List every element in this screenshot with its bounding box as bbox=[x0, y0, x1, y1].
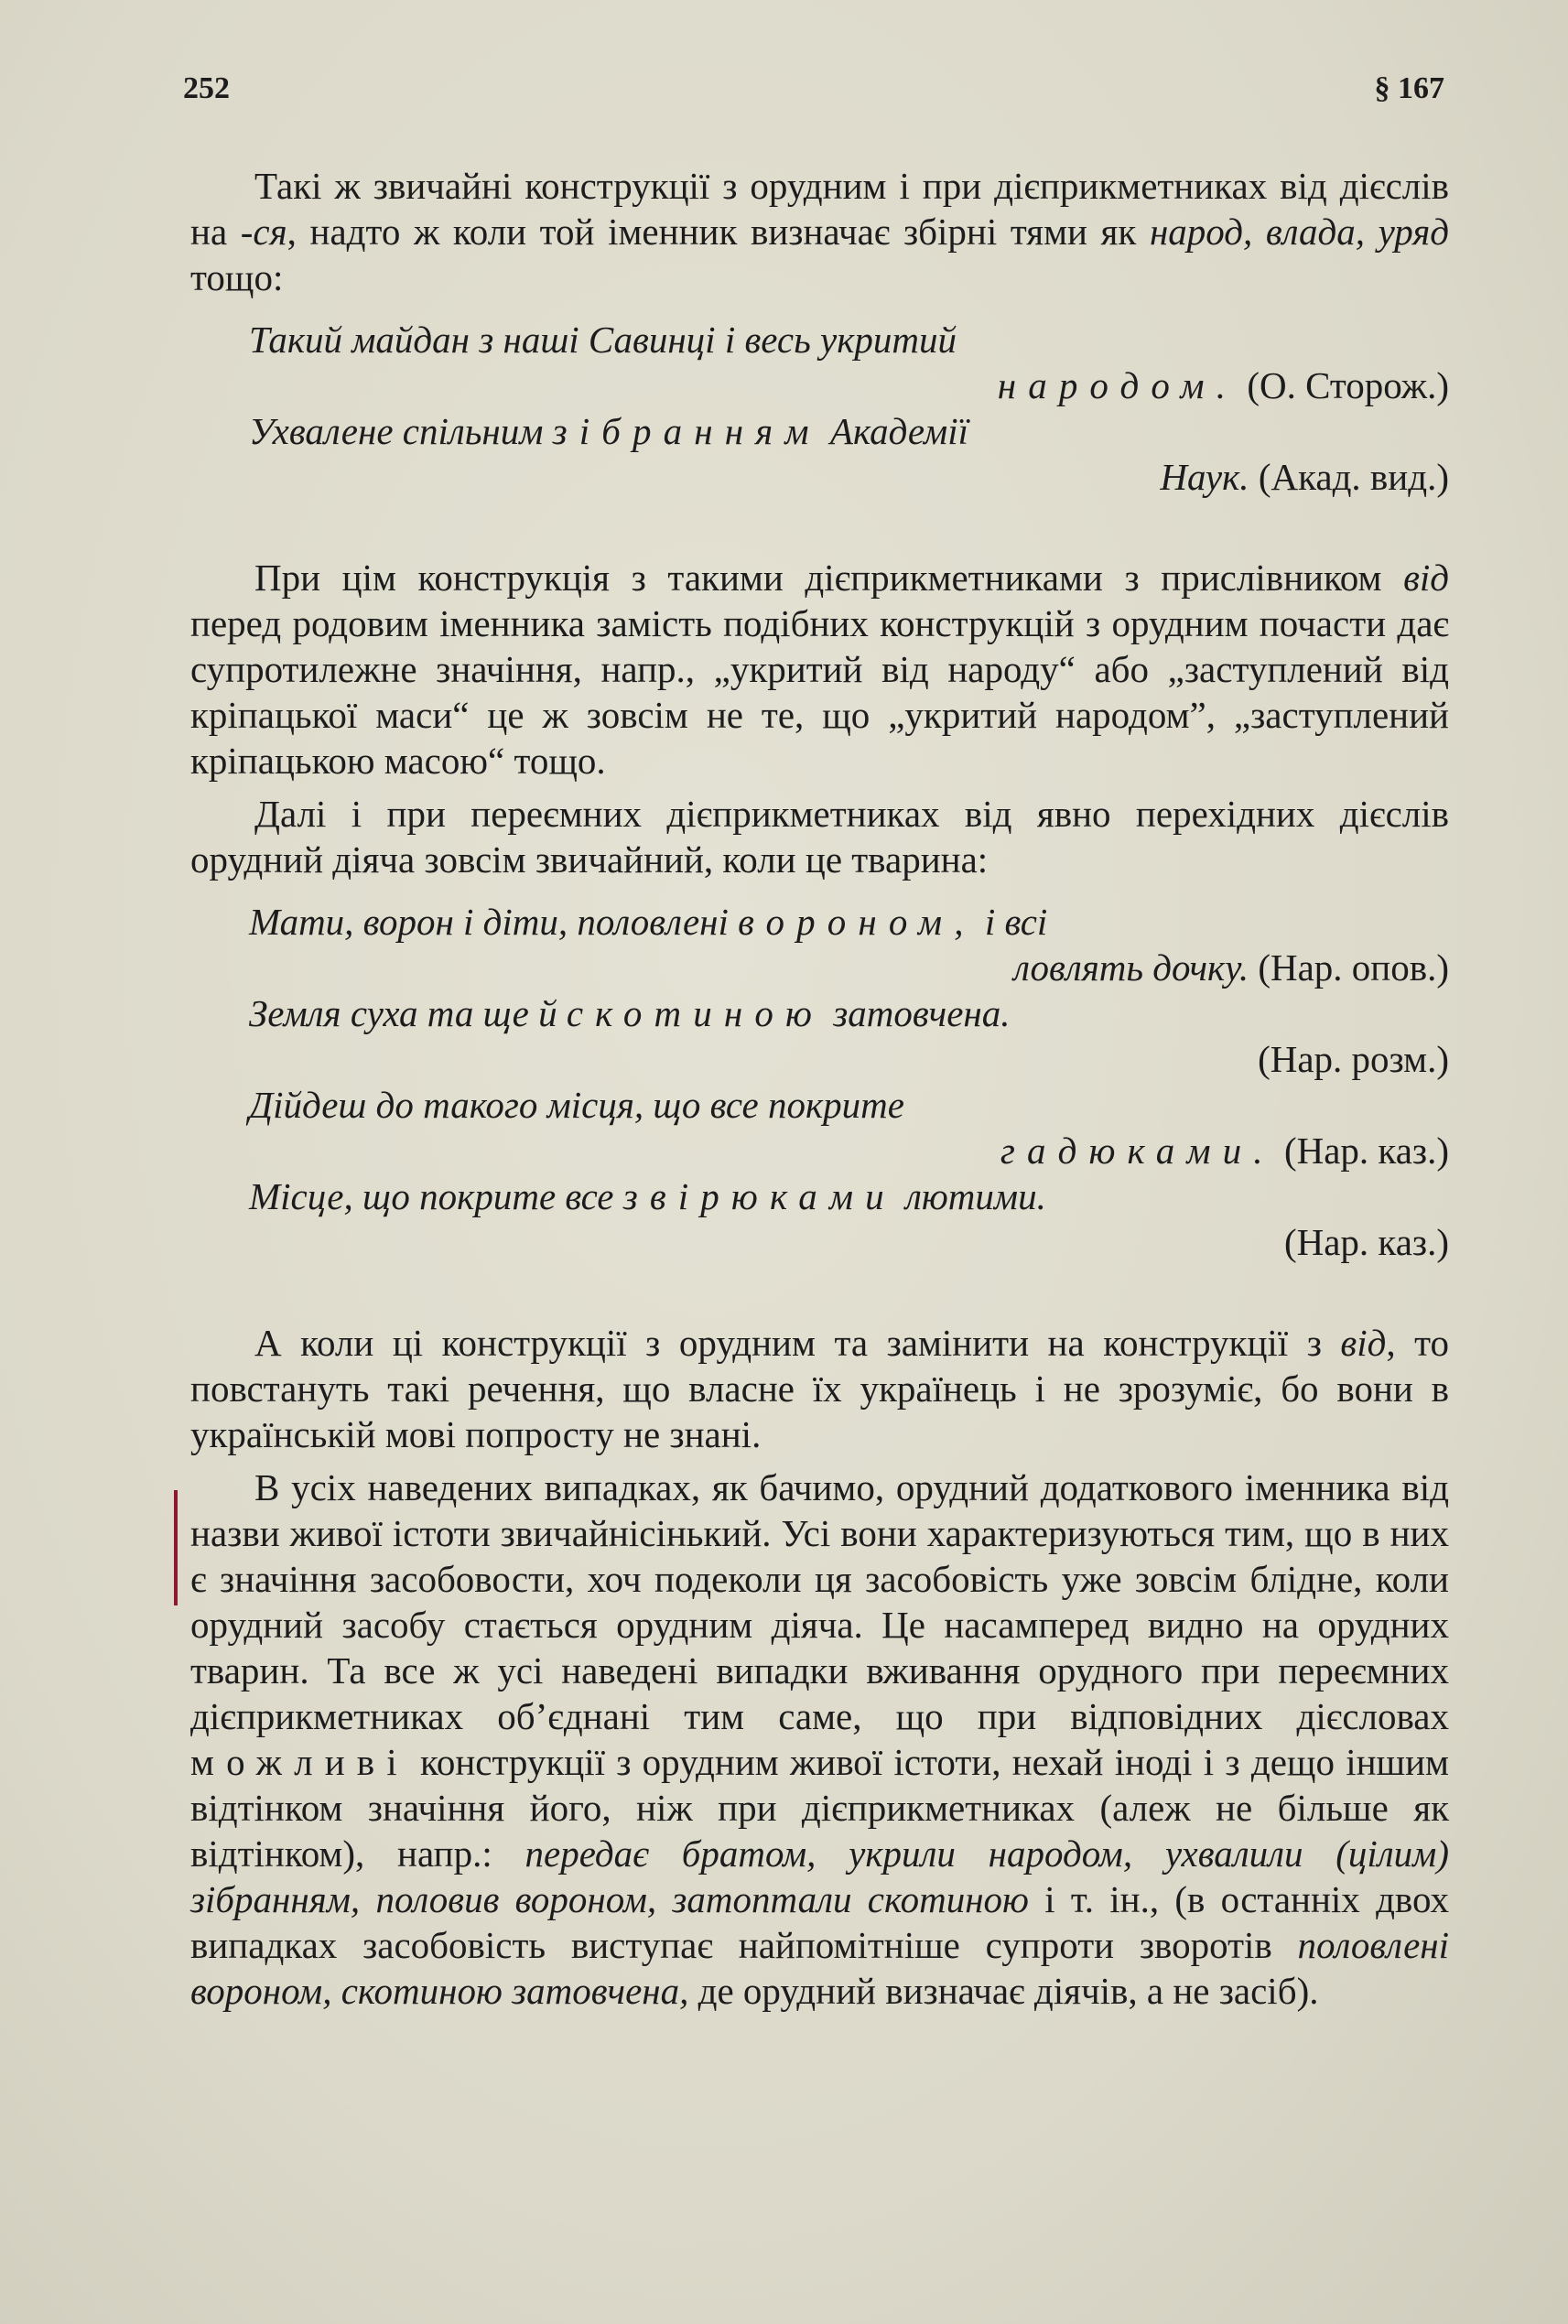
text: конструкції з орудним живої істоти, нехай іноді і з дещо іншим відтінком значіння його, ніж при дієприкметниках (алеж не більше як відтінком), напр.: bbox=[190, 1741, 1449, 1875]
example-line bbox=[249, 1128, 1449, 1173]
example-block-1 bbox=[249, 317, 1449, 500]
text: Ухвалене спільним bbox=[249, 410, 553, 452]
spaced-italic: звірюками bbox=[622, 1175, 896, 1217]
text: перед родовим іменника замість подібних конструкцій з орудним почасти дає супротилежне значіння, напр., „укритий від народу“ або „заступлений від кріпацької маси“ це ж зовсім не те, що „укритий народом”, „заступлений кріпацькою масою“ тощо. bbox=[190, 602, 1449, 782]
example-line bbox=[249, 362, 1449, 408]
source-ref: (О. Сторож.) bbox=[1238, 364, 1449, 406]
italic-text: ловлять дочку. bbox=[1013, 946, 1249, 989]
source-ref: (Нар. каз.) bbox=[1283, 1221, 1449, 1263]
text: Далі і при переємних дієприкметниках від явно перехідних дієслів орудний діяча зовсім звичайний, коли це тварина: bbox=[190, 793, 1449, 881]
page-header bbox=[183, 71, 1444, 106]
spaced-text: можливі bbox=[190, 1741, 409, 1783]
source-ref: (Нар. каз.) bbox=[1274, 1130, 1449, 1172]
text: При цім конструкція з такими дієприкметниками з прислівником bbox=[254, 557, 1404, 599]
spaced-italic: зібранням bbox=[552, 410, 821, 452]
example-line bbox=[249, 408, 1449, 454]
page-body bbox=[190, 163, 1449, 2014]
example-line bbox=[249, 899, 1449, 945]
source-ref: (Акад. вид.) bbox=[1249, 456, 1449, 498]
example-block-2 bbox=[249, 899, 1449, 1265]
spaced-italic: гадюками. bbox=[1000, 1130, 1275, 1172]
italic-text: -ся bbox=[240, 211, 287, 253]
example-line: Дійдеш до такого місця, що все покрите bbox=[249, 1084, 904, 1126]
text: Академії bbox=[820, 410, 968, 452]
spaced-italic: народом. bbox=[997, 364, 1238, 406]
text: тощо: bbox=[190, 256, 284, 298]
text: , то повстануть такі речення, що власне їх українець і не зрозуміє, бо вони в українській мові попросту не знані. bbox=[190, 1322, 1449, 1455]
paragraph-5 bbox=[190, 1465, 1449, 2014]
example-line bbox=[249, 1219, 1449, 1265]
example-line bbox=[249, 1173, 1449, 1219]
example-line bbox=[249, 945, 1449, 990]
text: Мати, ворон і діти, половлені bbox=[249, 901, 739, 943]
text: Земля суха та ще й bbox=[249, 992, 567, 1034]
paragraph-2 bbox=[190, 555, 1449, 784]
spaced-italic: скотиною bbox=[566, 992, 824, 1034]
italic-text: половлені вороном, скотиною затовчена, bbox=[190, 1924, 1449, 2012]
example-line: Такий майдан з наші Савинці і весь укритий bbox=[249, 319, 957, 361]
example-line bbox=[249, 1036, 1449, 1082]
text: Місце, що покрите все bbox=[249, 1175, 623, 1217]
example-line bbox=[249, 454, 1449, 500]
paragraph-1 bbox=[190, 163, 1449, 300]
text: В усіх наведених випадках, як бачимо, орудний додаткового іменника від назви живої істоти звичайнісінький. Усі вони характеризуються тим, що в них є значіння засобовости, хоч подеколи ця засобовість уже зовсім блідне, коли орудний засобу стається орудним діяча. Це насамперед видно на орудних тварин. Та все ж усі наведені випадки вживання орудного при переємних дієприкметниках об’єднані тим саме, що при відповідних дієсловах bbox=[190, 1466, 1449, 1737]
text: затовчена. bbox=[823, 992, 1011, 1034]
margin-pencil-mark bbox=[174, 1490, 178, 1605]
text: , надто ж коли той іменник визначає збірні тями як bbox=[287, 211, 1150, 253]
italic-text: від bbox=[1340, 1322, 1387, 1364]
source-ref: (Нар. розм.) bbox=[1258, 1038, 1449, 1080]
text: і т. ін., (в останніх двох випадках засобовість виступає найпомітніше супроти зворотів bbox=[190, 1878, 1449, 1966]
section-number: § 167 bbox=[1374, 71, 1444, 105]
paragraph-3 bbox=[190, 791, 1449, 882]
example-line bbox=[249, 990, 1449, 1036]
paragraph-4 bbox=[190, 1320, 1449, 1457]
italic-text: Наук. bbox=[1160, 456, 1249, 498]
text: і всі bbox=[975, 901, 1048, 943]
source-ref: (Нар. опов.) bbox=[1249, 946, 1449, 989]
text: Такі ж звичайні конструкції з орудним і при дієприкметниках від дієслів на bbox=[190, 165, 1449, 253]
italic-text: передає братом, укрили народом, ухвалили (цілим) зібранням, половив вороном, затоптали скотиною bbox=[190, 1832, 1450, 1920]
page-number: 252 bbox=[183, 71, 230, 105]
spaced-italic: вороном, bbox=[738, 901, 976, 943]
text: А коли ці конструкції з орудним та замінити на конструкції з bbox=[254, 1322, 1341, 1364]
text: лютими. bbox=[895, 1175, 1046, 1217]
italic-text: народ, влада, уряд bbox=[1149, 211, 1449, 253]
text: де орудний визначає діячів, а не засіб). bbox=[688, 1970, 1319, 2012]
italic-text: від bbox=[1403, 557, 1449, 599]
